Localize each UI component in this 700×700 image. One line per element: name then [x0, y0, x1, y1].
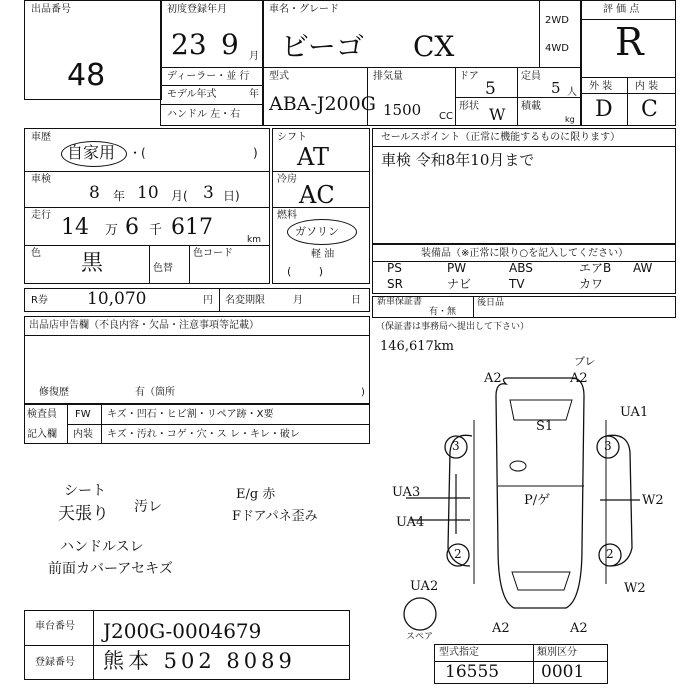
load-unit: kg: [565, 115, 575, 124]
shift-value: AT: [297, 143, 330, 171]
first-reg-label: 初度登録年月: [167, 4, 227, 15]
mark-side-l2: UA4: [396, 515, 425, 530]
equip-item: SR: [387, 277, 403, 291]
chassis-box: [24, 610, 350, 680]
mark-side-l1: UA3: [392, 485, 421, 500]
history-label: 車歴: [31, 132, 51, 143]
mark-bottom-l: A2: [492, 621, 510, 636]
model-year-unit: 年: [249, 89, 259, 100]
cap-value: 5: [551, 79, 561, 97]
wheel-mark-rl: 2: [454, 547, 462, 561]
color-value: 黒: [81, 251, 104, 276]
equip-item: TV: [509, 277, 525, 291]
color-code-label: 色コード: [193, 248, 233, 259]
first-reg-year: 23: [171, 28, 207, 61]
equip-label: 装備品（※正常に限り○を記入してください）: [421, 248, 629, 259]
drive-4wd: 4WD: [545, 43, 569, 54]
class-label: 類別区分: [537, 647, 577, 658]
history-paren: ・(: [129, 146, 146, 160]
model-cert-value: 16555: [445, 662, 500, 682]
mileage-man-unit: 万: [105, 223, 119, 238]
warranty-label: 新車保証書: [377, 297, 423, 307]
note-seat: シート: [64, 483, 106, 499]
type-value: ABA-J200G: [269, 93, 376, 115]
fuel-paren: ( ): [287, 265, 336, 278]
grade-label: 評 価 点: [603, 4, 640, 15]
equip-item: ABS: [509, 261, 533, 275]
shape-label: 形状: [459, 101, 479, 112]
wheel-mark-rr: 2: [606, 547, 614, 561]
history-value: 自家用: [67, 143, 116, 162]
note-handle: ハンドルスレ: [60, 539, 144, 555]
shaken-m: 月(: [171, 189, 188, 203]
warranty-opts: 有・無: [429, 307, 457, 317]
ac-label: 冷房: [277, 174, 297, 185]
mileage-unit: km: [247, 235, 261, 245]
mileage-sen: 6: [125, 215, 139, 240]
ext-value: D: [595, 97, 613, 122]
cap-unit: 人: [567, 87, 577, 98]
fuel-light: 軽 油: [311, 249, 335, 260]
equip-item: AW: [633, 261, 653, 275]
equip-item: ナビ: [447, 277, 472, 291]
car-name: ビーゴ: [281, 30, 364, 63]
ext-label: 外 装: [589, 81, 613, 92]
chassis-label: 車台番号: [35, 621, 75, 632]
class-value: 0001: [541, 662, 585, 682]
first-reg-month: 9: [221, 28, 239, 61]
mileage-label: 走行: [31, 210, 51, 221]
int-value: C: [641, 97, 658, 122]
recycle-value: 10,070: [87, 289, 147, 309]
disp-value: 1500: [383, 101, 422, 119]
note-roof: 天張り: [58, 504, 109, 524]
shape-value: W: [489, 105, 506, 124]
grade-value: R: [615, 20, 644, 64]
car-name-label: 車名・グレード: [269, 4, 339, 15]
history-close: ): [253, 146, 258, 160]
spare-tire: [404, 598, 436, 630]
repair-label: 修復歴: [39, 387, 69, 398]
deregister-d: 日: [351, 295, 361, 306]
shaken-day: 3: [203, 183, 214, 203]
mark-rear-r: W2: [624, 581, 646, 596]
mark-roof: S1: [536, 419, 554, 434]
disp-label: 排気量: [373, 71, 403, 82]
load-label: 積載: [521, 101, 541, 112]
mark-bottom-r: A2: [570, 621, 588, 636]
equip-item: PW: [447, 261, 467, 275]
mark-rear-l: UA2: [410, 579, 439, 594]
note-dirt: 汚レ: [134, 499, 162, 515]
month-unit: 月: [249, 51, 259, 62]
deregister-m: 月: [293, 295, 303, 306]
color-label: 色: [31, 248, 41, 259]
note-engine: E/g 赤: [236, 487, 276, 502]
color-change-label: 色替: [153, 263, 173, 274]
report-label: 出品店申告欄（不良内容・欠品・注意事項等記載）: [29, 320, 259, 331]
lot-number-label: 出品番号: [31, 4, 71, 15]
fuel-label: 燃料: [277, 210, 297, 221]
equip-item: カワ: [579, 277, 604, 291]
recycle-label: R券: [31, 295, 48, 306]
odo-note: 146,617km: [380, 339, 454, 354]
wheel-mark-fr: 3: [604, 439, 612, 453]
disp-unit: CC: [439, 111, 453, 122]
deregister-label: 名変期限: [225, 295, 265, 306]
mileage-rest: 617: [171, 215, 213, 240]
mark-panel-r: UA1: [620, 405, 649, 420]
rear-window: [512, 572, 570, 590]
model-cert-label: 型式指定: [439, 647, 479, 658]
sales-label: セールスポイント（正常に機能するものに限ります）: [381, 132, 621, 143]
shaken-y: 年: [113, 189, 126, 203]
model-cert-box: [434, 644, 608, 684]
drive-2wd: 2WD: [545, 15, 569, 26]
dealer-label: ディーラー・並 行: [167, 71, 250, 82]
mileage-man: 14: [61, 215, 89, 240]
note-cover: 前面カバーアセキズ: [48, 561, 173, 577]
wheel-mark-fl: 3: [452, 439, 460, 453]
shaken-label: 車検: [31, 174, 51, 185]
fuel-value: ガソリン: [295, 225, 339, 238]
car-grade: CX: [413, 30, 455, 63]
shaken-month: 10: [137, 183, 159, 203]
door-label: ドア: [459, 71, 479, 82]
plate-value: 熊本 502 8089: [103, 649, 296, 673]
handle-label: ハンドル 左・右: [167, 109, 241, 120]
equip-item: PS: [387, 261, 402, 275]
spare-label: スペア: [406, 632, 434, 642]
plate-label: 登録番号: [35, 657, 75, 668]
note-door: Fドアパネ歪み: [232, 509, 318, 524]
warranty-end-label: 後日品: [477, 298, 505, 308]
type-label: 型式: [269, 71, 289, 82]
inspector-row1-tag: FW: [75, 409, 91, 420]
ac-value: AC: [299, 181, 335, 209]
chassis-value: J200G-0004679: [103, 619, 262, 643]
inspector-label-1: 検査員: [27, 409, 57, 420]
mileage-sen-unit: 千: [149, 223, 163, 238]
guarantee-label: （保証書は事務局へ提出して下さい）: [376, 322, 530, 332]
door-value: 5: [485, 79, 496, 99]
shift-label: シフト: [277, 132, 307, 143]
mark-front-top: ブレ: [574, 355, 596, 368]
equip-item: エアB: [579, 261, 612, 275]
recycle-unit: 円: [203, 295, 213, 306]
model-year-label: モデル年式: [167, 89, 217, 100]
mark-front-l: A2: [484, 371, 502, 386]
shaken-d: 日): [223, 189, 240, 203]
cap-label: 定員: [521, 71, 541, 82]
mark-roof-2: P/ゲ: [524, 493, 551, 508]
inspector-row2-tag: 内装: [73, 429, 93, 440]
repair-value: 有（箇所: [135, 387, 175, 398]
inspector-row1: キズ・凹石・ヒビ割・リペア跡・X要: [107, 409, 274, 420]
mark-front-r: A2: [570, 371, 588, 386]
windshield: [510, 400, 572, 420]
mark-side-r: W2: [642, 493, 664, 508]
inspector-row2: キズ・汚れ・コゲ・穴・ス レ・キレ・破レ: [107, 429, 300, 440]
sales-note: 車検 令和8年10月まで: [381, 151, 535, 169]
shaken-year: 8: [89, 183, 100, 203]
inspector-label-2: 記入欄: [27, 429, 57, 440]
int-label: 内 装: [635, 81, 659, 92]
lot-number-value: 48: [67, 58, 106, 93]
repair-close: ): [361, 387, 365, 398]
